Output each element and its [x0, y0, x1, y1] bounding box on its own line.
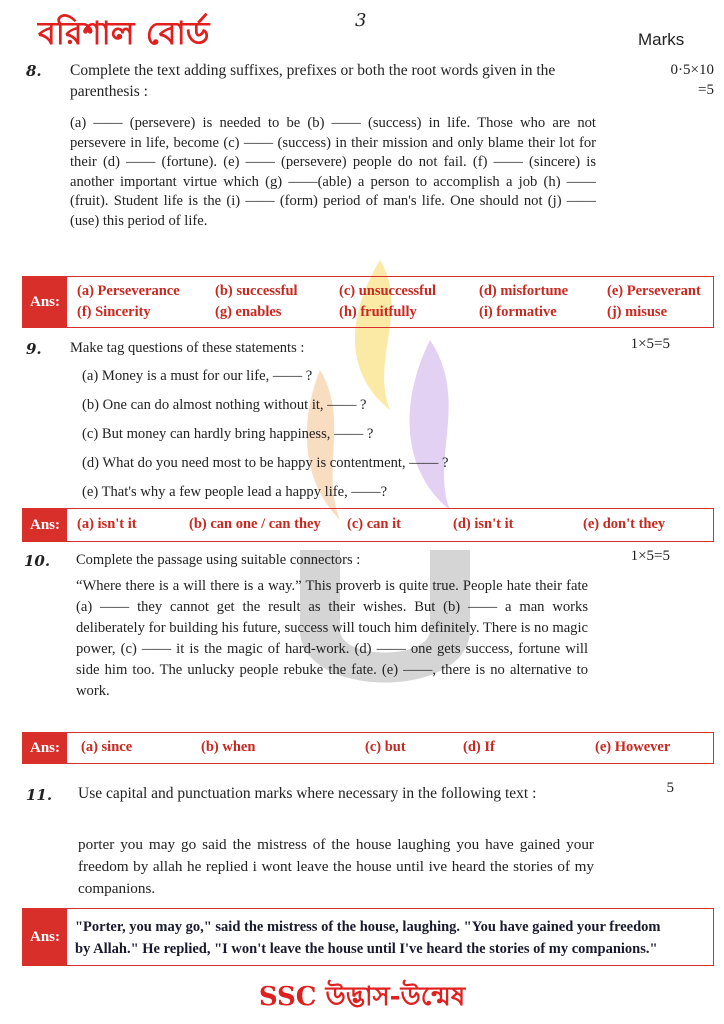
- q9-answer-a: (a) isn't it: [77, 516, 137, 532]
- q9-answer-b: (b) can one / can they: [189, 516, 321, 532]
- q8-answer-e: (e) Perseverant: [607, 283, 701, 299]
- q8-instruction: Complete the text adding suffixes, prefixes or both the root words given in the parenthesis :: [70, 62, 556, 100]
- footer-title: SSC উদ্ভাস-উন্মেষ: [258, 982, 466, 1012]
- q11-instruction: Use capital and punctuation marks where necessary in the following text :: [78, 785, 537, 802]
- q8-answer-c: (c) unsuccessful: [339, 283, 437, 299]
- answer-label: Ans:: [23, 909, 67, 965]
- board-title: বরিশাল বোর্ড: [38, 14, 210, 52]
- q8-answer-b: (b) successful: [215, 283, 298, 299]
- q8-passage: (a) —— (persevere) is needed to be (b) —— (success) in life. Those who are not persevere in life, become (c) —— (success) in their mission and only blame their lot for their (d) —— (fortune). (e) —— (persevere) people do not fail. (f) —— (sincere) is another important virtue which (g) ——(able) a person to accomplish a job (h) —— (fruit). Student life is the (i) —— (form) period of man's life. One should not (j) —— (use) this period of life.: [70, 115, 596, 229]
- q10-answer-d: (d) If: [463, 739, 495, 755]
- q9-instruction: Make tag questions of these statements :: [70, 340, 305, 356]
- q9-number: 9.: [26, 340, 42, 358]
- q10-answer-e: (e) However: [595, 739, 671, 755]
- q9-item-a: (a) Money is a must for our life, —— ?: [82, 368, 313, 384]
- q11-passage: porter you may go said the mistress of the house laughing you have gained your freedom by allah he replied i wont leave the house until ive heard the stories of my companions.: [78, 836, 594, 897]
- q9-items: [82, 362, 602, 507]
- q8-answer-j: (j) misuse: [607, 304, 668, 320]
- q9-item-e: (e) That's why a few people lead a happy life, ——?: [82, 484, 388, 500]
- q8-answer-g: (g) enables: [215, 304, 282, 320]
- q9-item-c: (c) But money can hardly bring happiness, —— ?: [82, 426, 374, 442]
- q11-marks: 5: [666, 780, 674, 796]
- q10-answer-a: (a) since: [81, 739, 133, 755]
- q10-answer-box: [22, 732, 714, 764]
- q8-answer-f: (f) Sincerity: [77, 304, 151, 320]
- q9-answer-box: [22, 508, 714, 542]
- q9-marks: 1×5=5: [630, 336, 670, 352]
- q10-instruction: Complete the passage using suitable connectors :: [76, 552, 361, 568]
- q9-item-b: (b) One can do almost nothing without it, —— ?: [82, 397, 367, 413]
- q8-number: 8.: [26, 62, 42, 80]
- q11-answer-line-1: "Porter, you may go," said the mistress of the house, laughing. "You have gained your freedom: [75, 919, 661, 935]
- page-number: 3: [355, 10, 367, 31]
- q9-item-d: (d) What do you need most to be happy is contentment, —— ?: [82, 455, 449, 471]
- q10-marks: 1×5=5: [630, 548, 670, 564]
- q9-answer-e: (e) don't they: [583, 516, 666, 532]
- q10-answer-c: (c) but: [365, 739, 406, 755]
- q8-answer-box: [22, 276, 714, 328]
- q8-answer-i: (i) formative: [479, 304, 557, 320]
- q8-marks-1: 0·5×10: [670, 62, 714, 78]
- answer-label: Ans:: [23, 733, 67, 763]
- q8-answer-d: (d) misfortune: [479, 283, 569, 299]
- answer-label: Ans:: [23, 277, 67, 327]
- q11-answer-line-2: by Allah." He replied, "I won't leave the house until I've heard the stories of my companions.": [75, 941, 658, 957]
- answer-label: Ans:: [23, 509, 67, 541]
- q8-marks-2: =5: [698, 82, 714, 98]
- q8-answer-a: (a) Perseverance: [77, 283, 180, 299]
- q9-answer-d: (d) isn't it: [453, 516, 514, 532]
- q10-passage: “Where there is a will there is a way.” This proverb is quite true. People hate their fate (a) —— they cannot get the result as their wishes. But (b) —— a man works deliberately for building his future, success will touch him definitely. There is no magic power, (c) —— it is the magic of hard-work. (d) —— one gets success, fortune will side him too. The unlucky people rebuke the fate. (e) ——, there is no alternative to work.: [76, 578, 588, 699]
- marks-heading: Marks: [638, 30, 685, 49]
- q10-number: 10.: [24, 552, 51, 570]
- q11-answer-box: [22, 908, 714, 966]
- q11-number: 11.: [26, 786, 53, 804]
- q9-answer-c: (c) can it: [347, 516, 401, 532]
- q8-answer-h: (h) fruitfully: [339, 304, 417, 320]
- q10-answer-b: (b) when: [201, 739, 256, 755]
